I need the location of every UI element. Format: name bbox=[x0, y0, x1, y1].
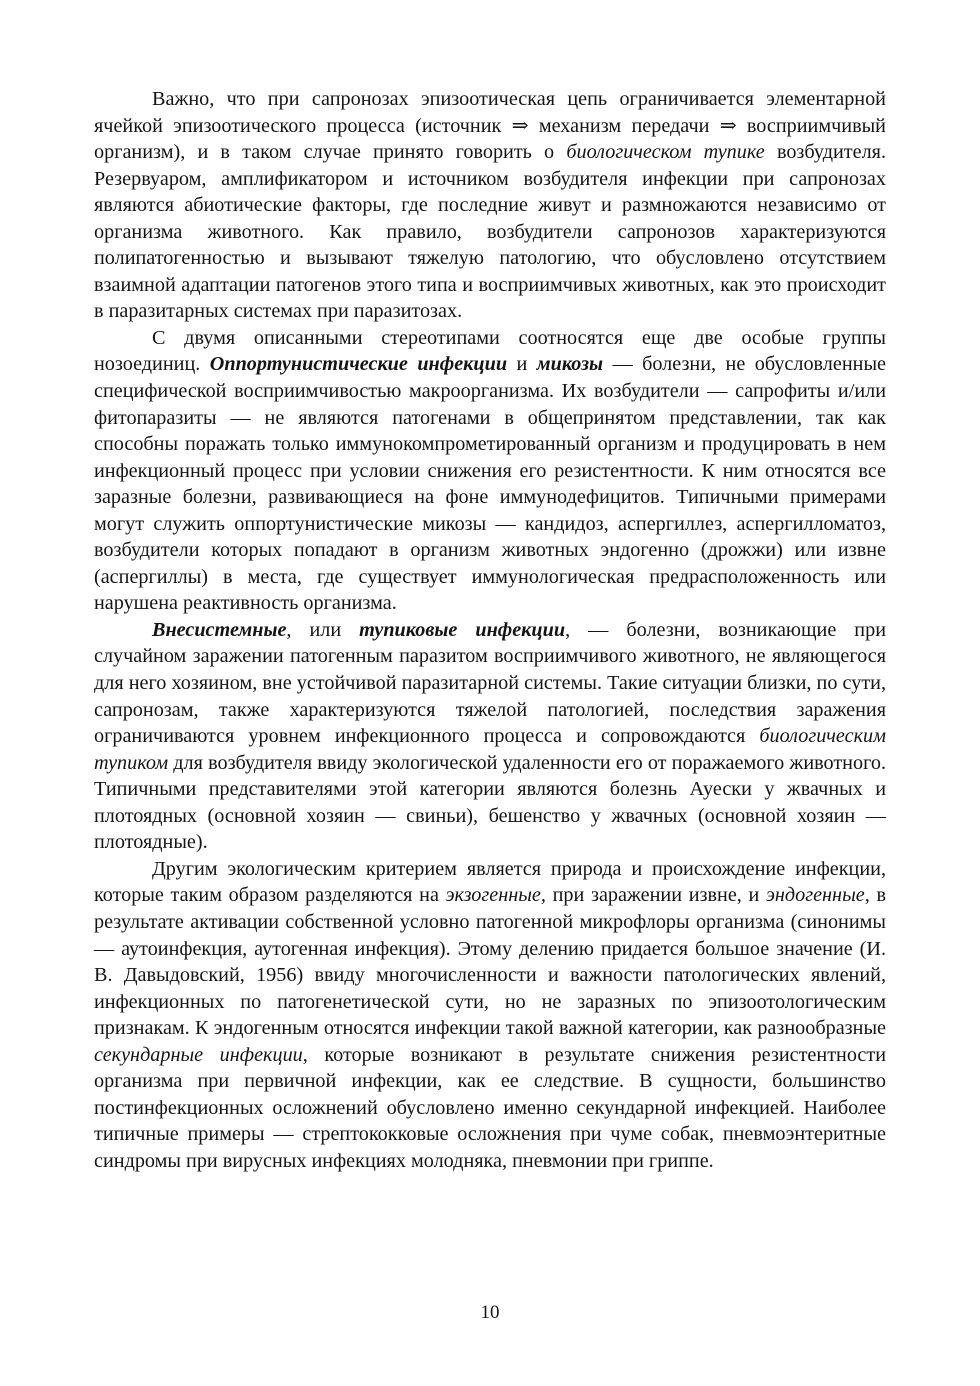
italic-term: биологическим тупиком bbox=[94, 725, 886, 774]
text-run: С двумя описанными стереотипами соотносятся еще две особые группы нозоединиц. bbox=[94, 326, 886, 376]
italic-term: экзогенные, bbox=[445, 884, 546, 907]
paragraph-2 bbox=[94, 325, 886, 617]
bold-italic-term: тупиковые инфекции bbox=[359, 618, 566, 641]
page-body bbox=[94, 86, 886, 1174]
text-run: при заражении извне, и bbox=[545, 884, 766, 907]
italic-term: биологическом тупике bbox=[566, 141, 765, 164]
text-run: для возбудителя ввиду экологической удаленности его от поражаемого животного. Типичными представителями этой категории являются болезнь Ауески у жвачных и плотоядных (основной хозяин — свиньи), бешенство у жвачных (основной хозяин — плотоядные). bbox=[94, 751, 886, 854]
text-run: — болезни, не обусловленные специфической восприимчивостью макроорганизма. Их возбудители — сапрофиты и/или фитопаразиты — не являются патогенами в общепринятом представлении, так как способны поражать только иммунокомпрометированный организм и продуцировать в нем инфекционный процесс при условии снижения его резистентности. К ним относятся все заразные болезни, развивающиеся на фоне иммунодефицитов. Типичными примерами могут служить оппортунистические микозы — кандидоз, аспергиллез, аспергилломатоз, возбудители которых попадают в организм животных эндогенно (дрожжи) или извне (аспергиллы) в места, где существует иммунологическая предрасположенность или нарушена реактивность организма. bbox=[94, 353, 886, 615]
paragraph-3 bbox=[94, 617, 886, 856]
text-run: возбудителя. Резервуаром, амплификатором и источником возбудителя инфекции при сапронозах являются абиотические факторы, где последние живут и размножаются независимо от организма животного. Как правило, возбудители сапронозов характеризуются полипатогенностью и вызывают тяжелую патологию, что обусловлено отсутствием взаимной адаптации патогенов этого типа и восприимчивых животных, как это происходит в паразитарных системах при паразитозах. bbox=[94, 141, 886, 323]
text-run: и bbox=[507, 353, 537, 376]
italic-term: секундарные инфекции bbox=[94, 1043, 303, 1066]
page-number: 10 bbox=[480, 1302, 500, 1323]
text-run: , в результате активации собственной условно патогенной микрофлоры организма (синонимы — аутоинфекция, аутогенная инфекция). Этому делению придается большое значение (И. В. Давыдовский, 1956) ввиду многочисленности и важности патологических явлений, инфекционных по патогенетической сути, но не заразных по эпизоотологическим признакам. К эндогенным относятся инфекции такой важной категории, как разнообразные bbox=[94, 884, 886, 1040]
bold-italic-term: микозы bbox=[536, 353, 603, 376]
paragraph-4 bbox=[94, 856, 886, 1175]
text-run: , или bbox=[286, 618, 360, 641]
italic-term: эндогенные bbox=[765, 884, 865, 907]
bold-italic-term: Внесистемные bbox=[152, 618, 287, 641]
text-run: , — болезни, возникающие при случайном заражении патогенным паразитом восприимчивого животного, не являющегося для него хозяином, вне устойчивой паразитарной системы. Такие ситуации близки, по сути, сапронозам, также характеризуются тяжелой патологией, последствия заражения ограничиваются уровнем инфекционного процесса и сопровождаются bbox=[94, 618, 887, 748]
bold-italic-term: Оппортунистические инфекции bbox=[209, 353, 508, 376]
text-run: , которые возникают в результате снижения резистентности организма при первичной инфекции, как ее следствие. В сущности, большинство постинфекционных осложнений обусловлено именно секундарной инфекцией. Наиболее типичные примеры — стрептококковые осложнения при чуме собак, пневмоэнтеритные синдромы при вирусных инфекциях молодняка, пневмонии при гриппе. bbox=[94, 1043, 886, 1172]
text-run: Важно, что при сапронозах эпизоотическая цепь ограничивается элементарной ячейкой эпизоотического процесса (источник ⇒ механизм передачи ⇒ восприимчивый организм), и в таком случае принято говорить о bbox=[94, 88, 886, 164]
paragraph-1 bbox=[94, 86, 886, 325]
text-run: Другим экологическим критерием является природа и происхождение инфекции, которые таким образом разделяются на bbox=[94, 857, 886, 907]
